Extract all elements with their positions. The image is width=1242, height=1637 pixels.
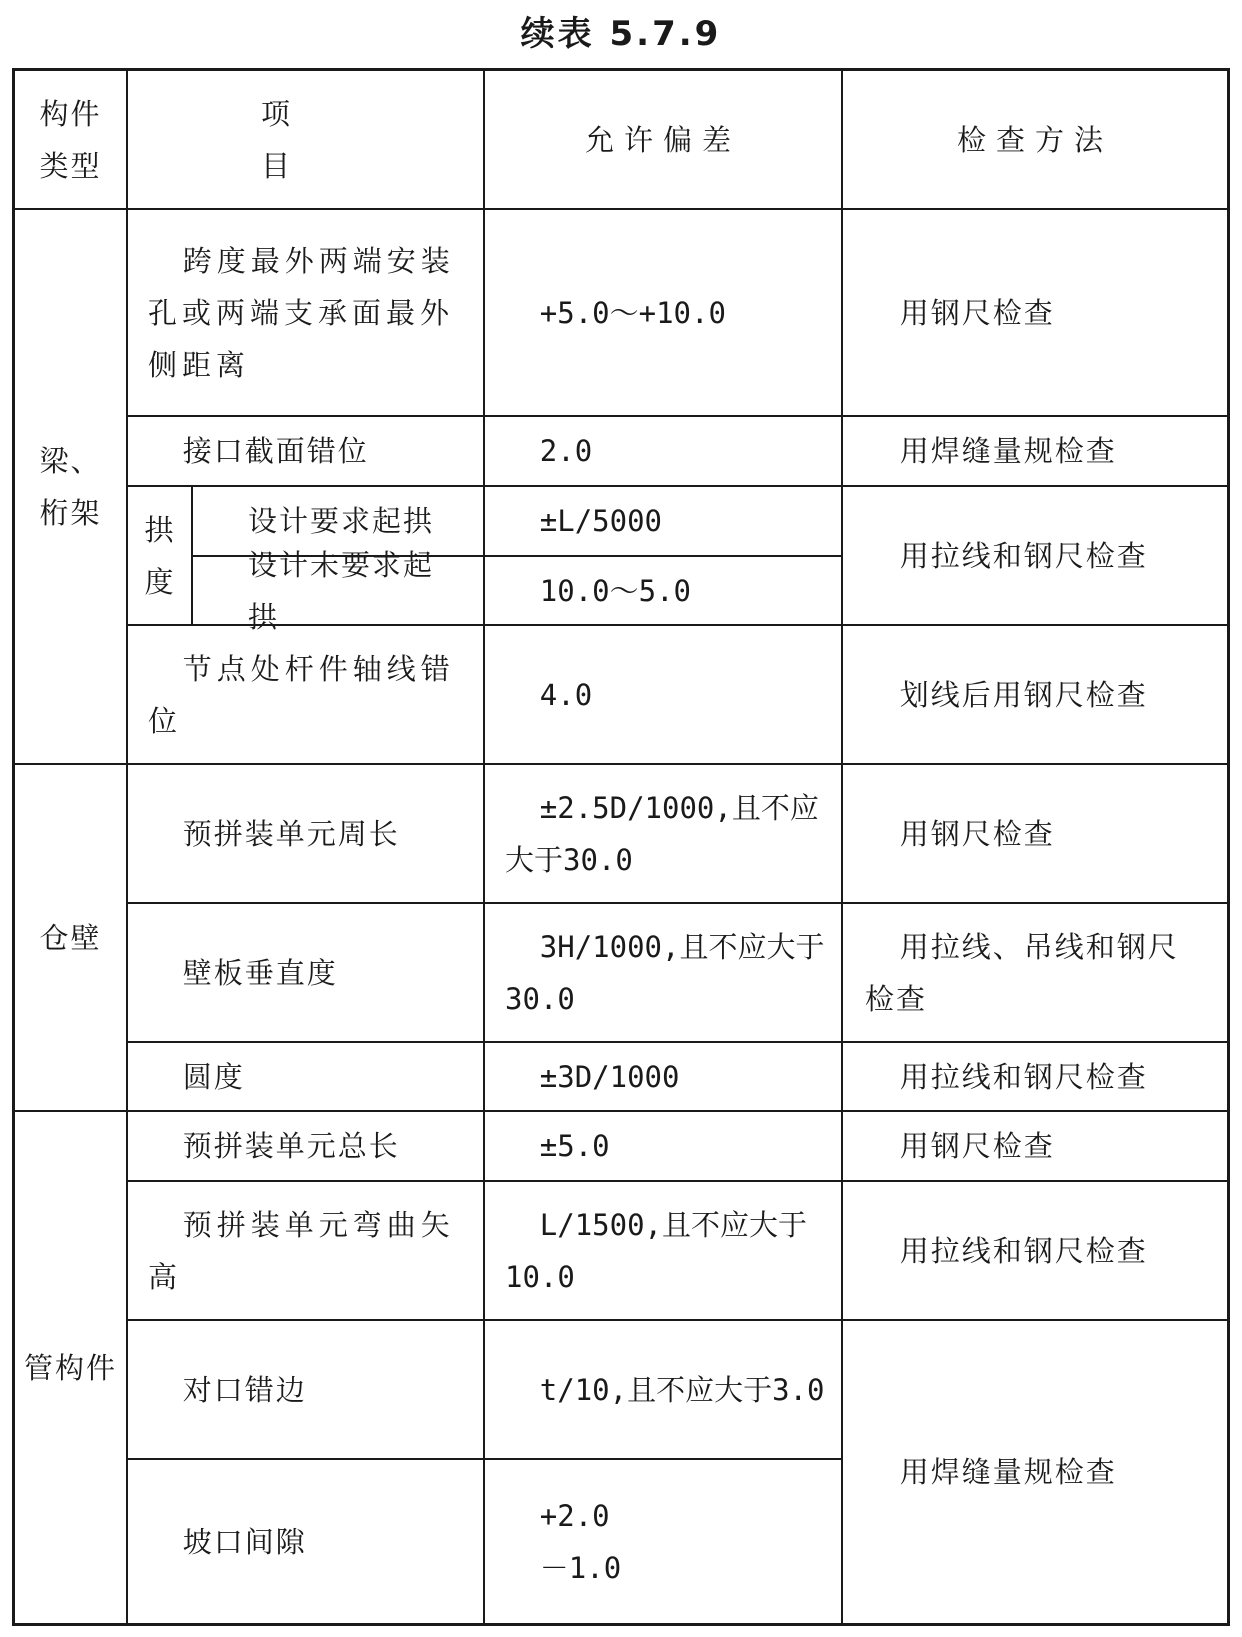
method-wall-perimeter [843,765,1227,904]
table-title: 续表 5.7.9 [520,14,722,54]
tolerance-joint-value: 2.0 [539,434,593,468]
header-item: 项 目 [128,71,485,210]
header-tolerance: 允许偏差 [485,71,843,210]
method-span-label: 用钢尺检查 [899,295,1055,330]
item-joint [128,417,485,487]
method-pipe-length [843,1112,1227,1182]
group-beam-truss [15,210,128,765]
header-component-type-label: 构件类型 [39,96,102,183]
group-silo-wall [15,765,128,1112]
tolerance-groove-gap-plus: +2.0 [539,1498,610,1533]
item-span-label: 跨度最外两端安装孔或两端支承面最外侧距离 [148,243,455,382]
camber-label [128,487,193,626]
method-camber-label: 用拉线和钢尺检查 [899,538,1148,573]
item-groove-gap [128,1460,485,1623]
tolerance-groove-gap [485,1460,843,1623]
method-roundness [843,1043,1227,1112]
tolerance-camber-design-required-value: ±L/5000 [539,504,663,538]
tolerance-butt-offset-value: t/10,且不应大于3.0 [539,1372,825,1407]
method-joint-label: 用焊缝量规检查 [899,434,1117,468]
item-wall-vertical-label: 壁板垂直度 [182,955,338,990]
item-node-label: 节点处杆件轴线错位 [148,651,455,738]
item-camber-not-required [193,547,485,634]
item-butt-offset [128,1321,485,1460]
tolerance-camber-not-required [485,557,843,626]
camber-label-text: 拱度 [144,512,175,599]
tolerance-node [485,626,843,765]
group-pipe-members-label: 管构件 [23,1350,117,1385]
method-wall-vertical-label: 用拉线、吊线和钢尺检查 [865,929,1179,1016]
item-pipe-length [128,1112,485,1182]
method-node-label: 划线后用钢尺检查 [899,677,1148,712]
tolerance-pipe-length-value: ±5.0 [539,1129,610,1163]
method-wall-perimeter-label: 用钢尺检查 [899,816,1055,851]
group-silo-wall-label: 仓壁 [39,920,102,955]
tolerance-camber-design-required [485,487,843,557]
method-joint [843,417,1227,487]
method-weld-gauge [843,1321,1227,1623]
method-pipe-bend [843,1182,1227,1321]
item-pipe-bend-label: 预拼装单元弯曲矢高 [148,1207,455,1294]
tolerance-roundness-value: ±3D/1000 [539,1059,680,1094]
tolerance-groove-gap-values [505,1490,825,1594]
tolerance-wall-perimeter [485,765,843,904]
tolerance-groove-gap-minus: －1.0 [539,1550,622,1585]
method-pipe-bend-label: 用拉线和钢尺检查 [899,1233,1148,1268]
tolerance-span-value: +5.0～+10.0 [539,295,726,330]
method-wall-vertical [843,904,1227,1043]
tolerance-pipe-bend [485,1182,843,1321]
item-pipe-bend [128,1182,485,1321]
item-roundness [128,1043,485,1112]
item-camber-design-required-label: 设计要求起拱 [248,504,435,538]
tolerance-table [12,68,1230,1626]
tolerance-pipe-bend-value: L/1500,且不应大于10.0 [505,1207,808,1294]
item-camber-not-required-label: 设计未要求起拱 [248,547,435,634]
method-roundness-label: 用拉线和钢尺检查 [899,1059,1148,1094]
item-butt-offset-label: 对口错边 [182,1372,307,1407]
item-pipe-length-label: 预拼装单元总长 [182,1129,400,1163]
item-wall-vertical [128,904,485,1043]
group-pipe-members [15,1112,128,1623]
method-node [843,626,1227,765]
tolerance-node-value: 4.0 [539,677,593,712]
tolerance-roundness [485,1043,843,1112]
method-camber [843,487,1227,626]
method-span [843,210,1227,417]
tolerance-camber-not-required-value: 10.0～5.0 [539,573,692,608]
method-pipe-length-label: 用钢尺检查 [899,1129,1055,1163]
group-beam-truss-label: 梁、桁架 [39,443,102,530]
tolerance-span [485,210,843,417]
tolerance-wall-perimeter-value: ±2.5D/1000,且不应大于30.0 [505,790,819,877]
tolerance-butt-offset [485,1321,843,1460]
tolerance-wall-vertical [485,904,843,1043]
tolerance-pipe-length [485,1112,843,1182]
header-component-type [15,71,128,210]
item-wall-perimeter-label: 预拼装单元周长 [182,816,400,851]
item-node [128,626,485,765]
method-weld-gauge-label: 用焊缝量规检查 [899,1455,1117,1489]
tolerance-wall-vertical-value: 3H/1000,且不应大于30.0 [505,929,825,1016]
item-roundness-label: 圆度 [182,1059,245,1094]
item-groove-gap-label: 坡口间隙 [182,1524,307,1559]
item-wall-perimeter [128,765,485,904]
tolerance-joint [485,417,843,487]
item-joint-label: 接口截面错位 [182,434,369,468]
header-method: 检查方法 [843,71,1227,210]
item-span [128,210,485,417]
